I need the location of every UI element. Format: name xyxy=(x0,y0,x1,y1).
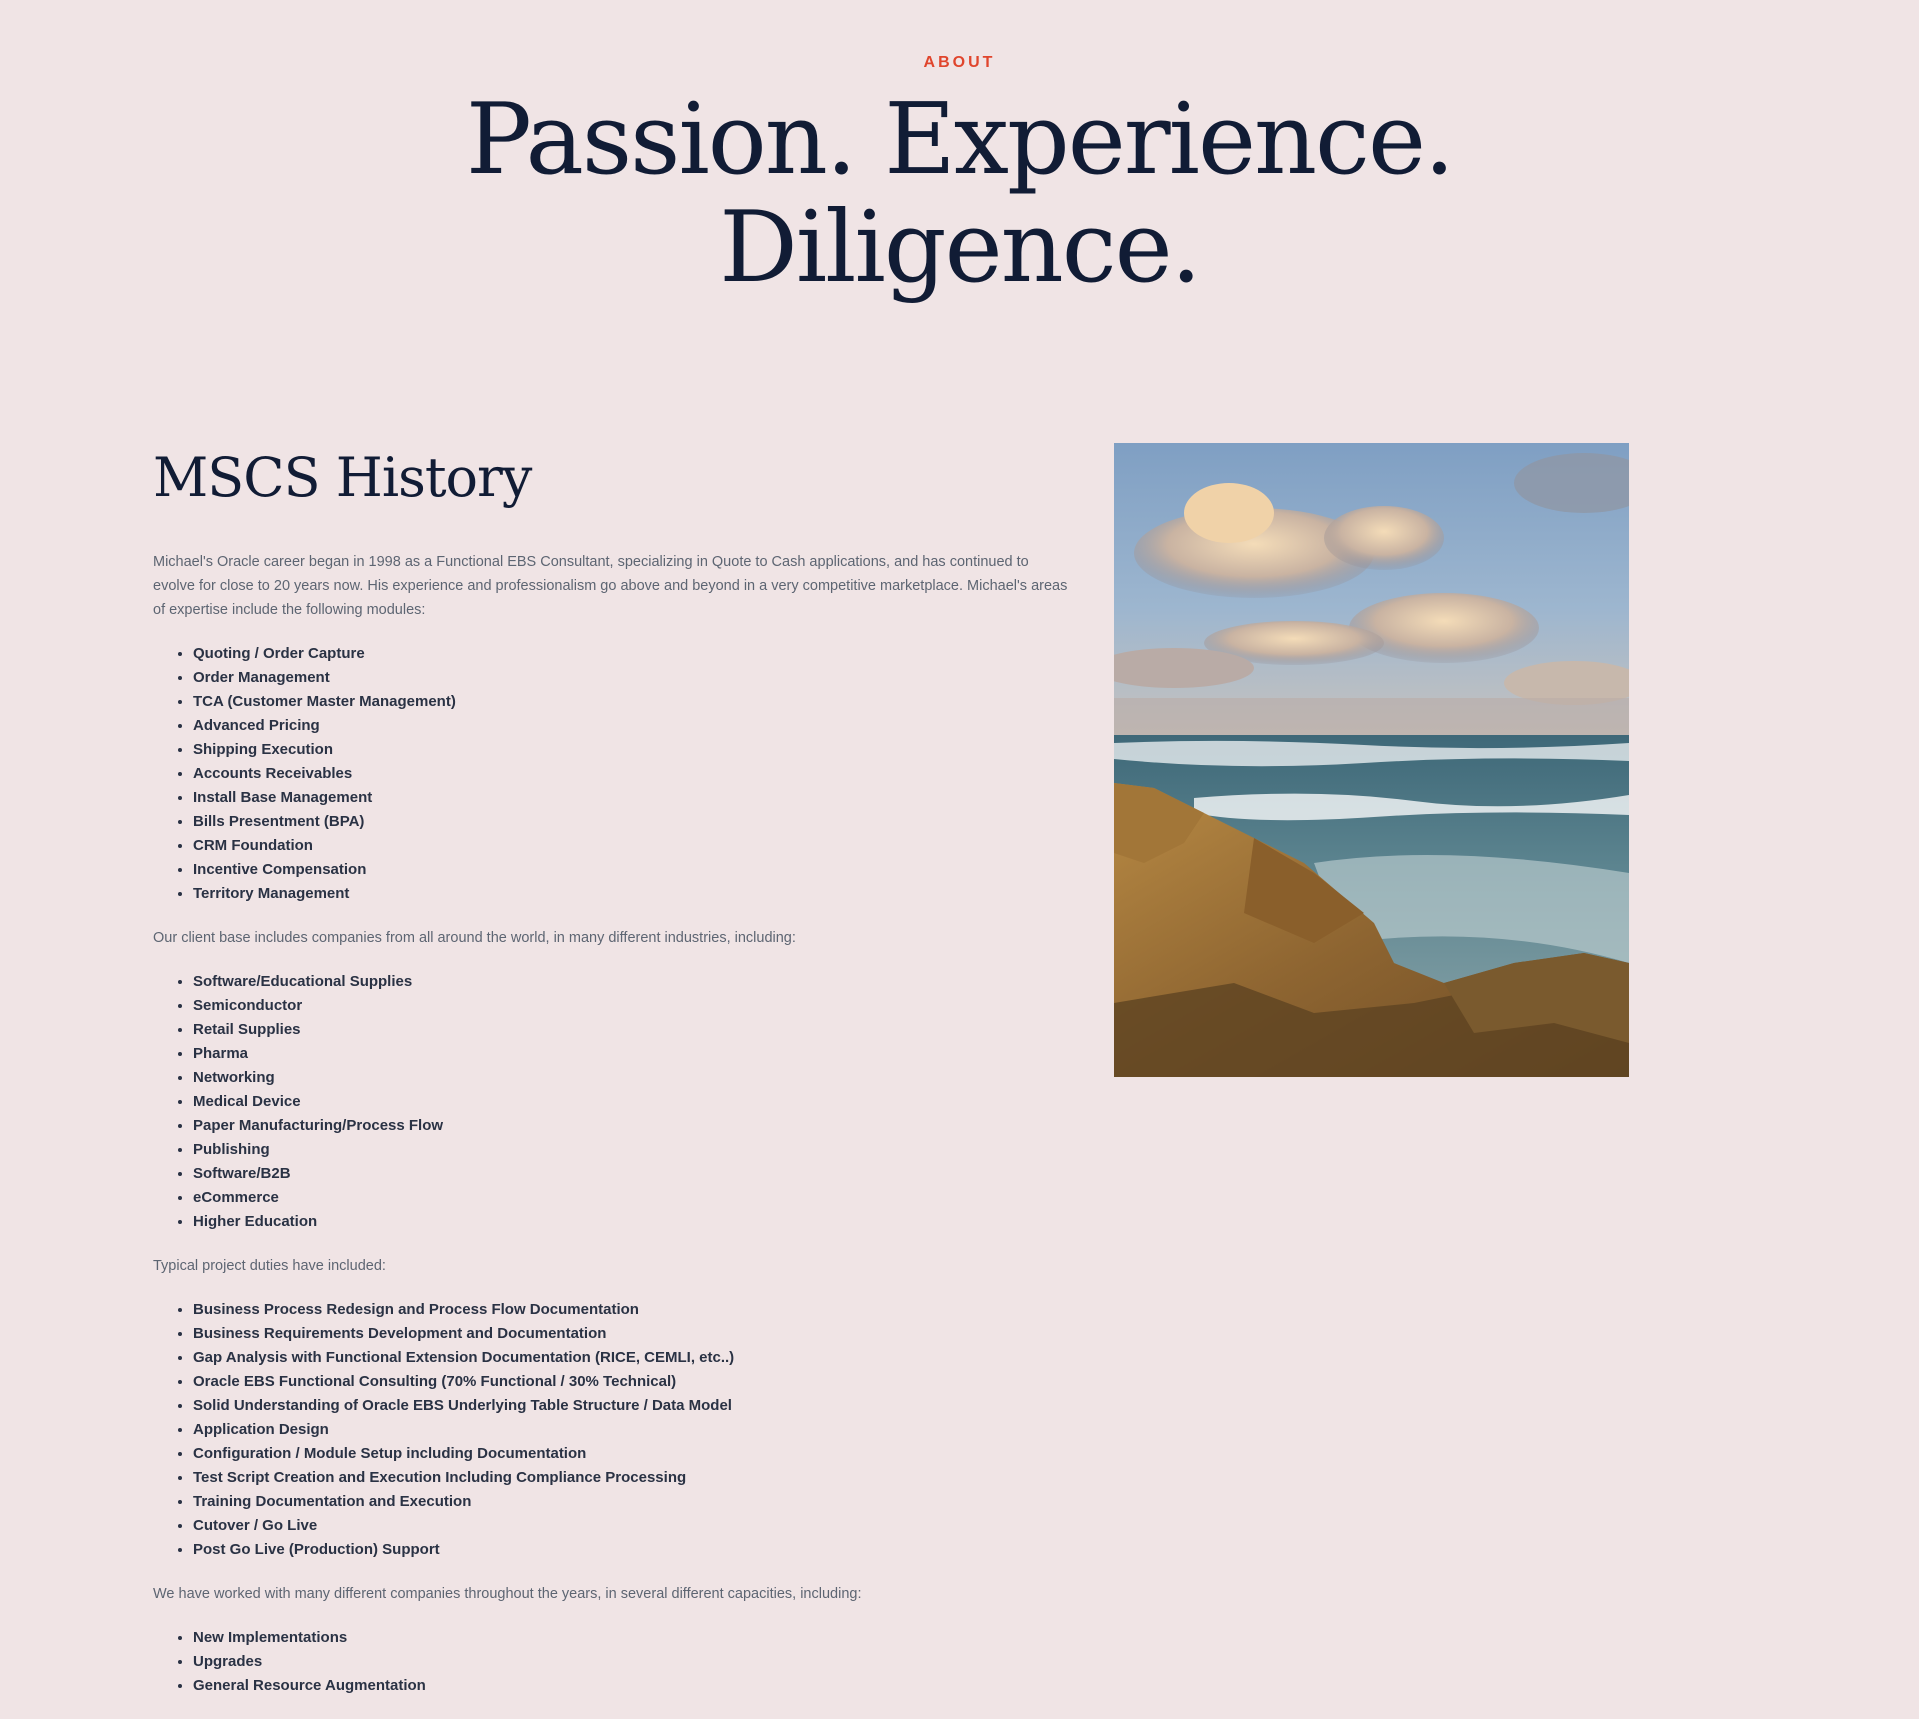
list-item: • Install Base Management xyxy=(193,786,1073,810)
modules-list xyxy=(153,642,1073,906)
industries-list xyxy=(153,970,1073,1234)
list-item: • Business Requirements Development and Documentation xyxy=(193,1322,1073,1346)
list-item: • Post Go Live (Production) Support xyxy=(193,1538,1073,1562)
list-item: • Medical Device xyxy=(193,1090,1073,1114)
list-item: • Solid Understanding of Oracle EBS Underlying Table Structure / Data Model xyxy=(193,1394,1073,1418)
list-item: • Accounts Receivables xyxy=(193,762,1073,786)
list-item: • eCommerce xyxy=(193,1186,1073,1210)
list-item: • Oracle EBS Functional Consulting (70% Functional / 30% Technical) xyxy=(193,1370,1073,1394)
history-section xyxy=(153,440,1073,1718)
list-item: • Software/B2B xyxy=(193,1162,1073,1186)
page-title-line-2: Diligence. xyxy=(719,191,1200,305)
list-item: • Application Design xyxy=(193,1418,1073,1442)
capacities-list xyxy=(153,1626,1073,1698)
list-item: • Incentive Compensation xyxy=(193,858,1073,882)
duties-paragraph: Typical project duties have included: xyxy=(153,1258,386,1274)
list-item: • Gap Analysis with Functional Extension Documentation (RICE, CEMLI, etc..) xyxy=(193,1346,1073,1370)
list-item: • CRM Foundation xyxy=(193,834,1073,858)
list-item: • Higher Education xyxy=(193,1210,1073,1234)
list-item: • Configuration / Module Setup including Documentation xyxy=(193,1442,1073,1466)
list-item: • Quoting / Order Capture xyxy=(193,642,1073,666)
list-item: • Territory Management xyxy=(193,882,1073,906)
section-heading: MSCS History xyxy=(153,446,532,509)
seascape-photo xyxy=(1114,443,1629,1077)
list-item: • Networking xyxy=(193,1066,1073,1090)
list-item: • Retail Supplies xyxy=(193,1018,1073,1042)
list-item: • Bills Presentment (BPA) xyxy=(193,810,1073,834)
list-item: • Shipping Execution xyxy=(193,738,1073,762)
list-item: • Publishing xyxy=(193,1138,1073,1162)
page-title-line-1: Passion. Experience. xyxy=(465,83,1454,197)
list-item: • Test Script Creation and Execution Including Compliance Processing xyxy=(193,1466,1073,1490)
list-item: • Pharma xyxy=(193,1042,1073,1066)
list-item: • Paper Manufacturing/Process Flow xyxy=(193,1114,1073,1138)
list-item: • TCA (Customer Master Management) xyxy=(193,690,1073,714)
page-title xyxy=(0,83,1919,305)
list-item: • New Implementations xyxy=(193,1626,1073,1650)
duties-list xyxy=(153,1298,1073,1562)
list-item: • Order Management xyxy=(193,666,1073,690)
list-item: • Business Process Redesign and Process Flow Documentation xyxy=(193,1298,1073,1322)
list-item: • General Resource Augmentation xyxy=(193,1674,1073,1698)
list-item: • Training Documentation and Execution xyxy=(193,1490,1073,1514)
list-item: • Semiconductor xyxy=(193,994,1073,1018)
capacities-paragraph: We have worked with many different companies throughout the years, in several different capacities, including: xyxy=(153,1586,862,1602)
list-item: • Cutover / Go Live xyxy=(193,1514,1073,1538)
clients-paragraph: Our client base includes companies from all around the world, in many different industries, including: xyxy=(153,930,796,946)
list-item: • Advanced Pricing xyxy=(193,714,1073,738)
list-item: • Upgrades xyxy=(193,1650,1073,1674)
eyebrow-label: ABOUT xyxy=(923,54,996,71)
intro-paragraph: Michael's Oracle career began in 1998 as a Functional EBS Consultant, specializing in Quote to Cash applications, and has continued to evolve for close to 20 years now. His experience and professionalism go above and beyond in a very competitive marketplace. Michael's areas of expertise include the following modules: xyxy=(153,554,1068,618)
list-item: • Software/Educational Supplies xyxy=(193,970,1073,994)
